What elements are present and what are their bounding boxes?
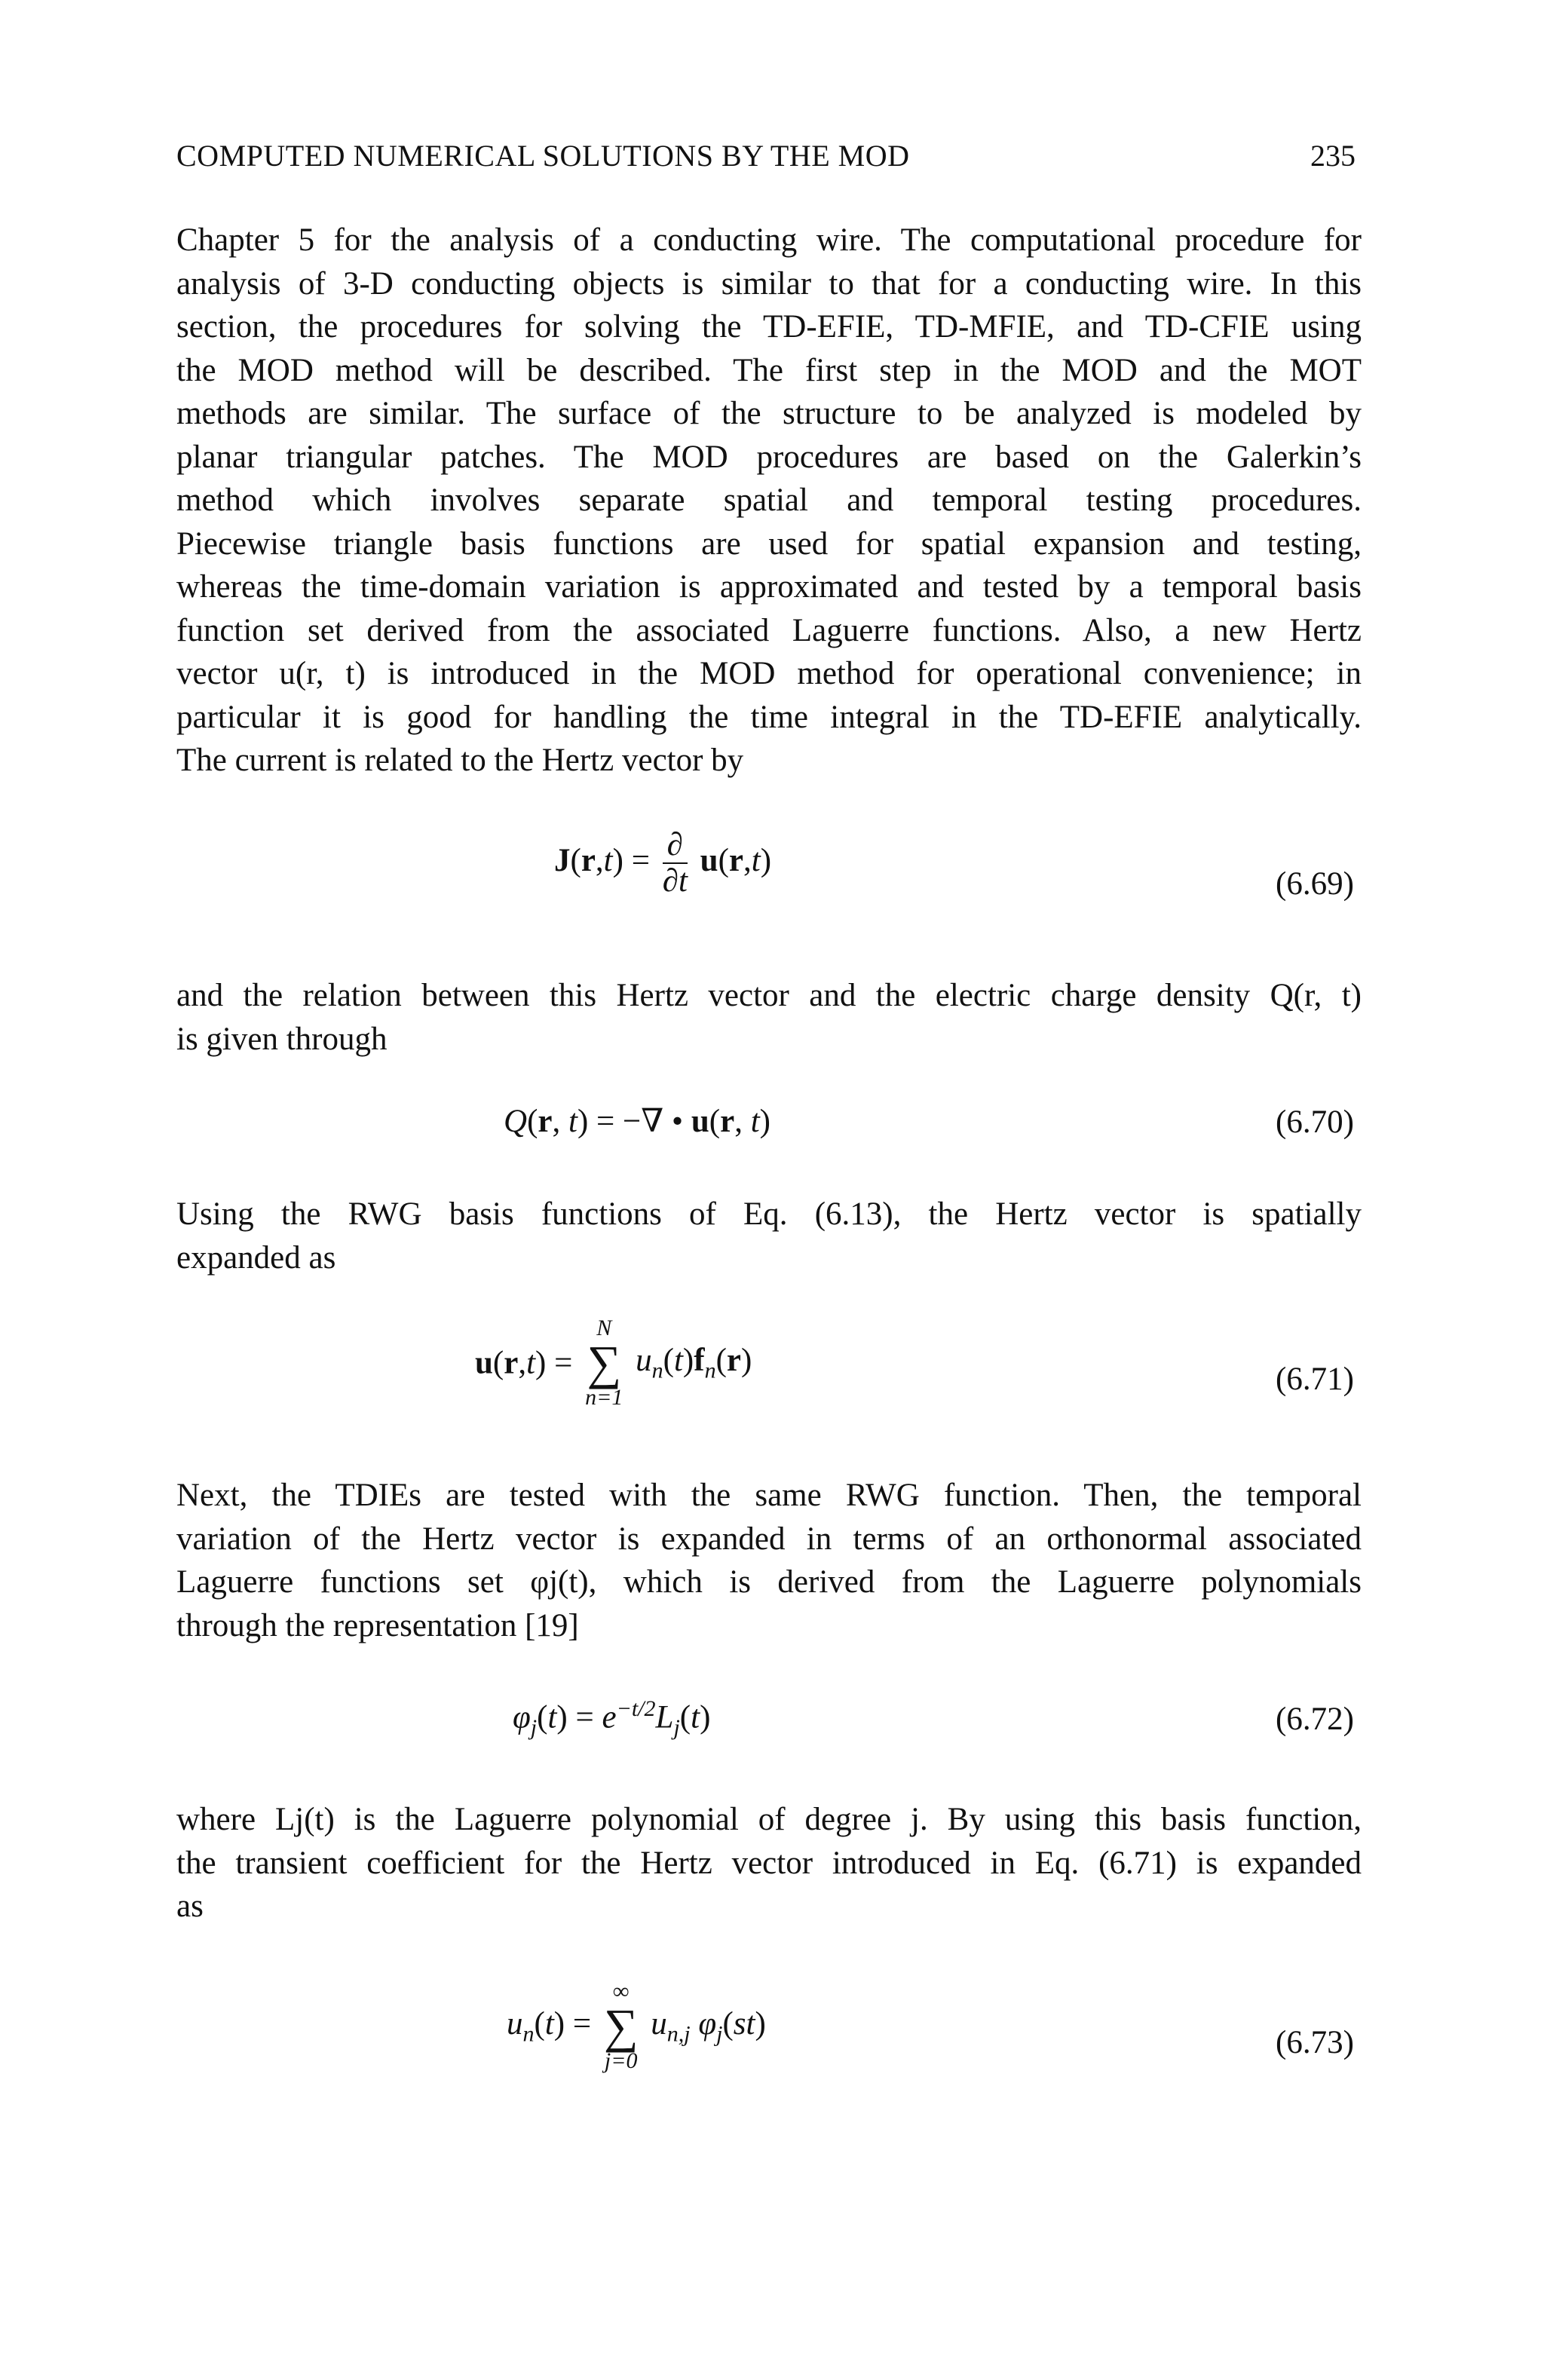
paragraph-rwg: [176, 1193, 1362, 1279]
text-line: Piecewise triangle basis functions are used for spatial expansion and testing,: [176, 525, 1362, 562]
text-line: the transient coefficient for the Hertz vector introduced in Eq. (6.71) is expanded: [176, 1845, 1362, 1881]
eq-6-73-rhs: $u_{n,j}$ $\varphi_j(st)$: [651, 2006, 766, 2047]
equation-number: (6.70): [1276, 1104, 1354, 1140]
text-line: is given through: [176, 1021, 388, 1057]
text-line: variation of the Hertz vector is expanded in terms of an orthonormal associated: [176, 1521, 1362, 1557]
equation-number: (6.69): [1276, 866, 1354, 902]
text-line: section, the procedures for solving the TD-EFIE, TD-MFIE, and TD-CFIE using: [176, 309, 1362, 345]
eq-6-72-expression: $\varphi_j(t) = e^{-t/2}L_j(t)$: [513, 1696, 711, 1740]
paragraph-basis-function: [176, 1798, 1362, 1928]
text-line: the MOD method will be described. The first step in the MOD and the MOT: [176, 352, 1362, 388]
equation-number: (6.71): [1276, 1362, 1354, 1397]
equation-6-69: [0, 822, 1544, 942]
summation-sign: ∞ ∑ j=0: [603, 1979, 639, 2073]
text-line: Next, the TDIEs are tested with the same RWG function. Then, the temporal: [176, 1478, 1362, 1513]
text-line: methods are similar. The surface of the structure to be analyzed is modeled by: [176, 396, 1362, 431]
text-line: through the representation [19]: [176, 1607, 579, 1643]
paragraph-laguerre: [176, 1474, 1362, 1647]
text-line: method which involves separate spatial and temporal testing procedures.: [176, 482, 1362, 518]
equation-number: (6.73): [1276, 2025, 1354, 2060]
equation-number: (6.72): [1276, 1702, 1354, 1737]
text-line: Using the RWG basis functions of Eq. (6.13), the Hertz vector is spatially: [176, 1196, 1362, 1232]
text-line: Laguerre functions set φj(t), which is derived from the Laguerre polynomials: [176, 1564, 1362, 1600]
equation-6-73: [0, 1979, 1544, 2100]
text-line: Chapter 5 for the analysis of a conducting wire. The computational procedure for: [176, 222, 1362, 258]
text-line: and the relation between this Hertz vector and the electric charge density Q(r, t): [176, 978, 1362, 1013]
eq-6-71-lhs: u(r,t) =: [475, 1345, 573, 1381]
paragraph-charge-density: [176, 974, 1362, 1061]
text-line: as: [176, 1888, 204, 1924]
paragraph-intro: [176, 219, 1362, 783]
text-line: vector u(r, t) is introduced in the MOD method for operational convenience; in: [176, 656, 1362, 691]
eq-6-69-rhs: u(r,t): [700, 842, 772, 878]
summation-sign: N ∑ n=1: [585, 1316, 623, 1410]
eq-6-69-lhs: J(r,t) =: [554, 842, 650, 878]
partial-derivative-fraction: $\frac{\partial}{\partial t}$: [662, 827, 688, 899]
eq-6-71-rhs: $u_n(t)f_n(r)$: [636, 1343, 752, 1383]
text-line: planar triangular patches. The MOD procedures are based on the Galerkin’s: [176, 439, 1362, 475]
eq-6-73-lhs: $u_n(t)$ =: [507, 2006, 592, 2047]
text-line: expanded as: [176, 1239, 336, 1276]
equation-6-71: [0, 1316, 1544, 1436]
text-line: function set derived from the associated Laguerre functions. Also, a new Hertz: [176, 612, 1362, 648]
eq-6-70-expression: Q(r, t) = −∇ • u(r, t): [504, 1104, 770, 1139]
text-line: whereas the time-domain variation is approximated and tested by a temporal basis: [176, 569, 1362, 605]
text-line: The current is related to the Hertz vector by: [176, 743, 744, 778]
running-header: COMPUTED NUMERICAL SOLUTIONS BY THE MOD: [176, 139, 910, 173]
text-line: where Lj(t) is the Laguerre polynomial of degree j. By using this basis function,: [176, 1802, 1362, 1837]
page-number: 235: [1310, 139, 1356, 173]
text-line: particular it is good for handling the time integral in the TD-EFIE analytically.: [176, 699, 1362, 735]
text-line: analysis of 3-D conducting objects is similar to that for a conducting wire. In this: [176, 265, 1362, 302]
